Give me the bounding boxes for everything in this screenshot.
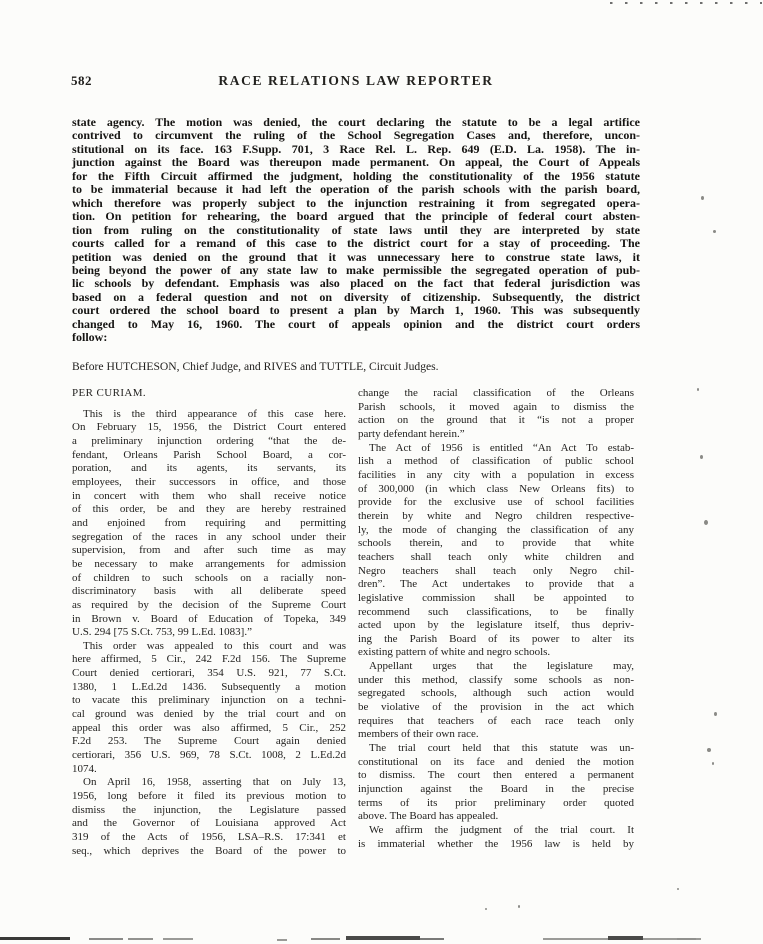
right-column-paragraphs xyxy=(358,387,634,851)
text-line: terms of its prior preliminary order quoted xyxy=(358,796,634,809)
left-column-paragraphs xyxy=(72,408,346,859)
text-line: therein by white and Negro children respective- xyxy=(358,509,634,522)
text-line: certiorari, 356 U.S. 969, 78 S.Ct. 1008, 2 L.Ed.2d xyxy=(72,749,346,762)
text-line: The Act of 1956 is entitled “An Act To estab- xyxy=(369,441,634,454)
running-head-title: RACE RELATIONS LAW REPORTER xyxy=(218,73,494,88)
text-line: ing the Parish Board of its power to alter its xyxy=(358,632,634,645)
text-line: 319 of the Acts of 1956, LSA–R.S. 17:341 et xyxy=(72,831,346,843)
text-line: Negro teachers shall teach only Negro chil- xyxy=(358,564,634,577)
text-line: segregated schools, although such action would xyxy=(358,687,634,700)
text-line: change the racial classification of the Orleans xyxy=(358,387,634,399)
text-line: junction against the Board was thereupon made permanent. On appeal, the Court of Appeals xyxy=(72,155,640,170)
text-line: based on a federal question and not on diversity of citizenship. Subsequently, the district xyxy=(72,289,640,304)
text-line: ly, the mode of changing the classification of any xyxy=(358,523,634,536)
text-line: dren”. The Act undertakes to provide that a xyxy=(358,578,634,591)
text-line: fendant, Orleans Parish School Board, a cor- xyxy=(72,448,346,461)
text-line: acted upon by the legislature itself, thus depriv- xyxy=(358,619,634,632)
syllabus-paragraph xyxy=(72,116,640,345)
opinion-left-column xyxy=(72,387,346,858)
text-line: 1380, 1 L.Ed.2d 1436. Subsequently a motion xyxy=(72,680,346,693)
text-line: stitutional on its face. 163 F.Supp. 701, 3 Race Rel. L. Rep. 649 (E.D. La. 1958). The in- xyxy=(72,141,640,156)
text-line: tion from ruling on the constitutionality of state laws until they are interpreted by state xyxy=(72,222,640,237)
text-line: Parish schools, it moved again to dismiss the xyxy=(358,400,634,413)
text-line: On February 15, 1956, the District Court entered xyxy=(72,421,346,434)
text-line: seq., which deprives the Board of the power to xyxy=(72,844,346,857)
text-line: which therefore was properly subject to the injunction restraining it from segregated opera- xyxy=(72,195,640,210)
text-line: recommend such classifications, to be finally xyxy=(358,605,634,618)
text-line: lic schools by defendant. Emphasis was also placed on the fact that federal jurisdiction was xyxy=(72,276,640,291)
text-line: is immaterial whether the 1956 law is held by xyxy=(358,837,634,850)
text-line: above. The Board has appealed. xyxy=(358,810,499,823)
scan-artifact-top-dotted-line xyxy=(610,2,762,4)
text-line: This is the third appearance of this case here. xyxy=(83,407,346,420)
text-line: Appellant urges that the legislature may, xyxy=(369,660,634,673)
text-line: facilities in any city with a population in excess xyxy=(358,468,634,481)
text-line: U.S. 294 [75 S.Ct. 753, 99 L.Ed. 1083].” xyxy=(72,626,252,639)
text-line: discriminatory basis with all deliberate speed xyxy=(72,585,346,598)
text-line: employees, their successors in office, and those xyxy=(72,475,346,488)
text-line: teachers shall teach only white children and xyxy=(358,550,634,563)
text-line: and enjoined from requiring and permitting xyxy=(72,516,346,529)
text-line: dismiss the injunction, the Legislature passed xyxy=(72,803,346,816)
text-line: and the Governor of Louisiana approved Act xyxy=(72,817,346,830)
text-line: to dismiss. The court then entered a permanent xyxy=(358,769,634,782)
text-line: be necessary to make arrangements for admission xyxy=(72,557,346,570)
text-line: provide for the exclusive use of school facilities xyxy=(358,496,634,509)
text-line: tion. On petition for rehearing, the board argued that the principle of federal court absten- xyxy=(72,209,640,224)
text-line: in concert with them who shall receive notice xyxy=(72,489,346,502)
text-line: changed to May 16, 1960. The court of appeals opinion and the district court orders xyxy=(72,316,640,331)
text-line: action on the ground that it “is not a proper xyxy=(358,414,634,427)
text-line: 1074. xyxy=(72,762,97,775)
text-line: supervision, from and after such time as may xyxy=(72,544,346,557)
text-line: Court denied certiorari, 354 U.S. 921, 77 S.Ct. xyxy=(72,667,346,680)
text-line: a preliminary injunction ordering “that the de- xyxy=(72,434,346,447)
text-line: of children to such schools on a racially non- xyxy=(72,571,346,584)
judges-line: Before HUTCHESON, Chief Judge, and RIVES and TUTTLE, Circuit Judges. xyxy=(72,360,439,373)
text-line: The trial court held that this statute was un- xyxy=(369,742,634,755)
text-line: poration, and its agents, its servants, its xyxy=(72,462,346,475)
text-line: On April 16, 1958, asserting that on July 13, xyxy=(83,776,346,789)
text-line: contrived to circumvent the ruling of the School Segregation Cases and, therefore, uncon- xyxy=(72,128,640,143)
text-line: schools therein, and to provide that white xyxy=(358,537,634,550)
text-line: for the Fifth Circuit affirmed the judgment, holding the constitutionality of the 1956 statute xyxy=(72,168,640,183)
text-line: being beyond the power of any state law to make permissible the segregated operation of pub- xyxy=(72,262,640,277)
text-line: under this method, classify some schools as non- xyxy=(358,673,634,686)
text-line: members of their own race. xyxy=(358,728,479,741)
text-line: as required by the decision of the Supreme Court xyxy=(72,598,346,611)
text-line: This order was appealed to this court and was xyxy=(83,639,346,652)
text-line: of this order, be and they are hereby restrained xyxy=(72,503,346,516)
text-line: of 300,000 (in which class New Orleans fits) to xyxy=(358,482,634,495)
text-line: injunction against the Board in the precise xyxy=(358,783,634,796)
page-number: 582 xyxy=(71,73,92,88)
text-line: to vacate this preliminary injunction on a techni- xyxy=(72,694,346,707)
text-line: be violative of the provision in the act which xyxy=(358,701,634,714)
text-line: in Brown v. Board of Education of Topeka, 349 xyxy=(72,612,346,625)
text-line: segregation of the races in any school under their xyxy=(72,530,346,543)
text-line: follow: xyxy=(72,330,108,345)
text-line: courts called for a remand of this case to the district court for a stay of proceeding. The xyxy=(72,236,640,251)
text-line: F.2d 253. The Supreme Court again denied xyxy=(72,735,346,748)
text-line: petition was denied on the ground that it was unnecessary here to construe state laws, it xyxy=(72,249,640,264)
per-curiam-heading: PER CURIAM. xyxy=(72,387,147,399)
opinion-right-column xyxy=(358,387,634,851)
text-line: We affirm the judgment of the trial court. It xyxy=(369,824,634,836)
text-line: to be immaterial because it had left the operation of the parish schools with the parish board, xyxy=(72,182,640,197)
text-line: requires that teachers of each race teach only xyxy=(358,714,634,727)
text-line: lish a method of classification of public school xyxy=(358,455,634,468)
text-line: legislative commission shall be appointed to xyxy=(358,591,634,604)
text-line: existing pattern of white and negro schools. xyxy=(358,646,551,659)
text-line: appeal this order was also affirmed, 5 Cir., 252 xyxy=(72,721,346,734)
text-line: party defendant herein.” xyxy=(358,427,465,440)
text-line: state agency. The motion was denied, the court declaring the statute to be a legal artifice xyxy=(72,115,640,129)
text-line: 1956, long before it filed its previous motion to xyxy=(72,790,346,803)
text-line: constitutional on its face and denied the motion xyxy=(358,755,634,768)
text-line: cal ground was denied by the trial court and on xyxy=(72,708,346,721)
text-line: court ordered the school board to present a plan by March 1, 1960. This was subsequently xyxy=(72,303,640,318)
text-line: here affirmed, 5 Cir., 242 F.2d 156. The Supreme xyxy=(72,653,346,666)
